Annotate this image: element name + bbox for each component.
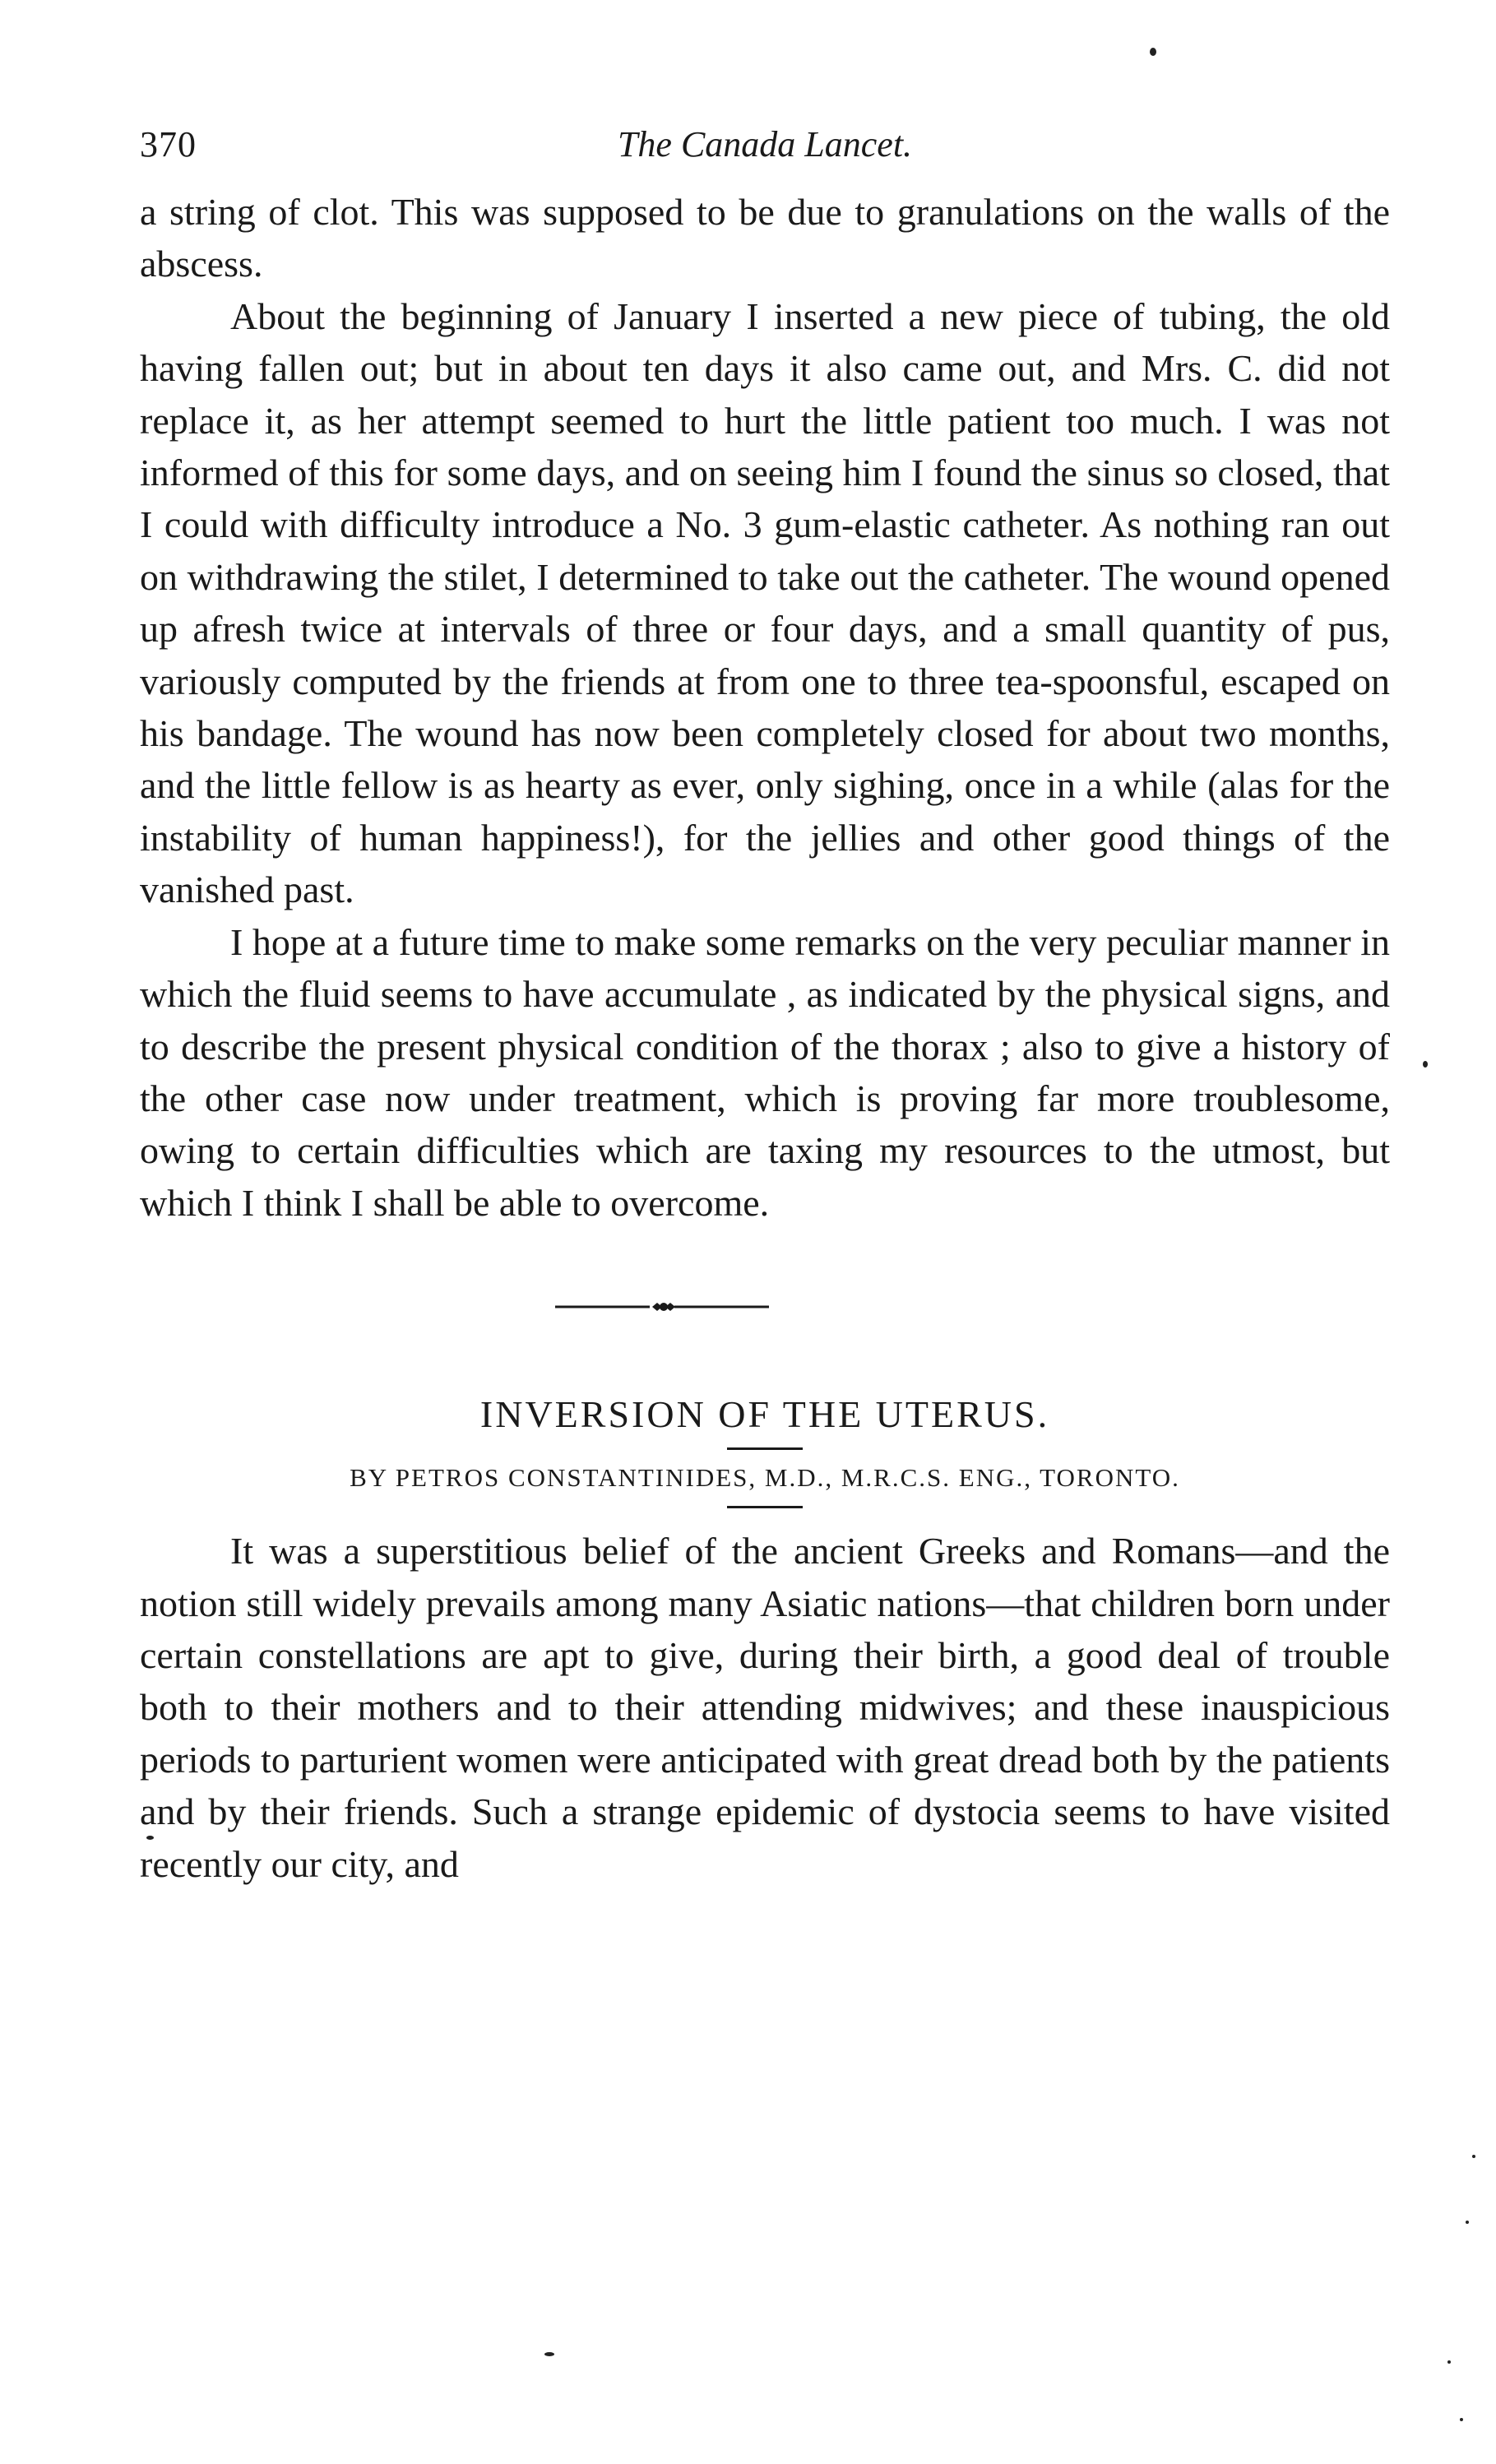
scan-speck [1466,2221,1469,2224]
scan-speck [544,2352,554,2356]
page-number: 370 [140,124,197,164]
paragraph: I hope at a future time to make some remarks on the very peculiar manner in which the fluid seems to have accumulate , as indicated by the physical signs, and to describe the present physical condition of the thorax ; also to give a history of the other case now under treatment, which is proving far more troublesome, owing to certain difficulties which are taxing my resources to the utmost, but which I think I shall be able to overcome. [140,920,1390,1224]
byline-rule [727,1506,803,1508]
scan-speck [1460,2418,1463,2421]
scan-speck [1150,48,1156,56]
paragraph: It was a superstitious belief of the ancient Greeks and Romans—and the notion still widely prevails among many Asiatic nations—that children born under certain constellations are apt to give, during their birth, a good deal of trouble both to their mothers and to their attending midwives; and these inauspicious periods to parturient women were anticipated with great dread both by the patients and by their friends. Such a strange epidemic of dystocia seems to have visited recently our city, and [140,1530,1390,1885]
article-title: INVERSION OF THE UTERUS. [479,1393,1050,1436]
title-rule [727,1447,803,1450]
ornament-rule-icon [555,1290,769,1323]
previous-article-continuation [140,186,1390,1229]
scan-speck [1423,1061,1428,1068]
scan-speck [1472,2155,1475,2158]
running-head [140,123,1390,181]
article-byline: BY PETROS CONSTANTINIDES, M.D., M.R.C.S. ENG., TORONTO. [350,1463,1180,1493]
section-divider-ornament [140,1290,1390,1323]
article-body [140,1525,1390,1890]
journal-page [140,123,1390,1890]
paragraph: a string of clot. This was supposed to be due to granulations on the walls of the abscess. [140,191,1390,285]
paragraph: About the beginning of January I inserted a new piece of tubing, the old having fallen out; but in about ten days it also came out, and Mrs. C. did not replace it, as her attempt seemed to hurt the little patient too much. I was not informed of this for some days, and on seeing him I found the sinus so closed, that I could with difficulty introduce a No. 3 gum-elastic catheter. As nothing ran out on withdrawing the stilet, I determined to take out the catheter. The wound opened up afresh twice at intervals of three or four days, and a small quantity of pus, variously computed by the friends at from one to three tea-spoonsful, escaped on his bandage. The wound has now been completely closed for about two months, and the little fellow is as hearty as ever, only sighing, once in a while (alas for the instability of human happiness!), for the jellies and other good things of the vanished past. [140,294,1390,911]
scan-speck [146,1836,154,1840]
scan-speck [1447,2360,1451,2364]
journal-title: The Canada Lancet. [617,124,913,164]
